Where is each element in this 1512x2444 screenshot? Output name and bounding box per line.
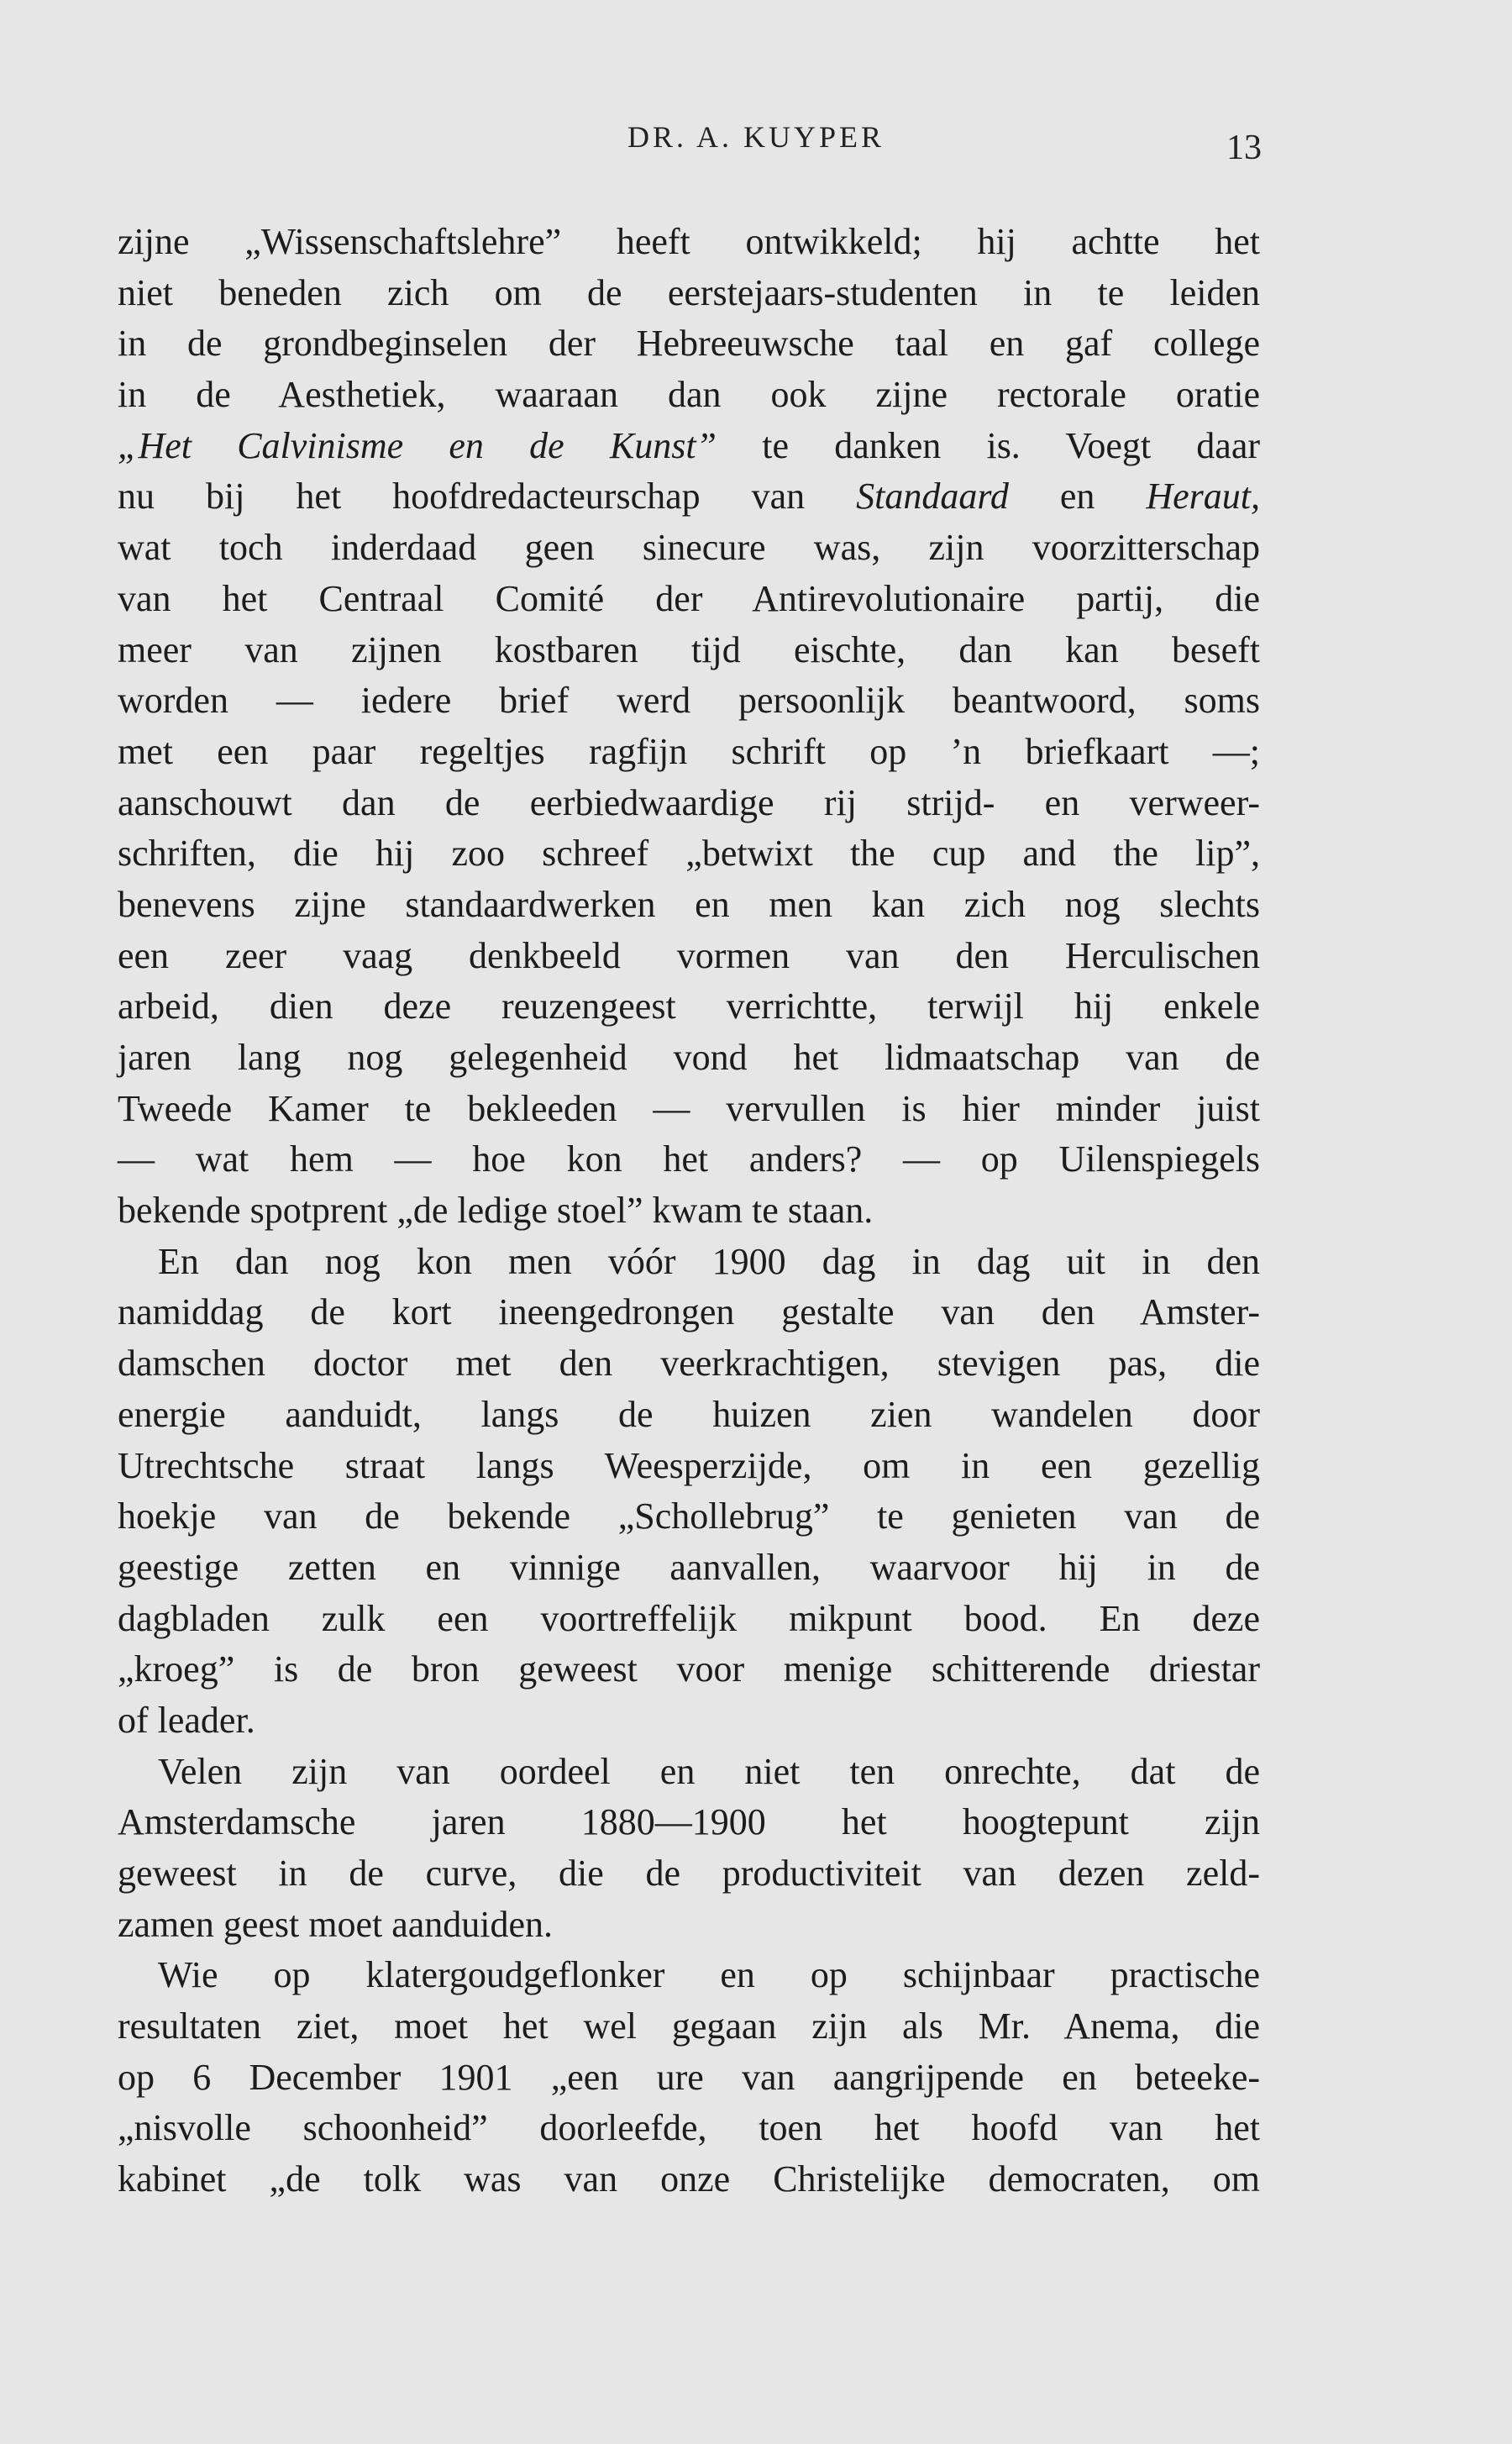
text-line: wat toch inderdaad geen sinecure was, zijn voorzitterschap [118,527,1260,569]
text-line: van het Centraal Comité der Antirevolutionaire partij, die [118,577,1260,619]
text-line: — wat hem — hoe kon het anders? — op Uilenspiegels [118,1138,1260,1180]
text-line: kabinet „de tolk was van onze Christelijke democraten, om [118,2158,1260,2200]
text-line: worden — iedere brief werd persoonlijk beantwoord, soms [118,680,1260,722]
text-line: bekende spotprent „de ledige stoel” kwam te staan. [118,1190,874,1232]
italic-title: Standaard [856,476,1009,518]
text-line: een zeer vaag denkbeeld vormen van den Herculischen [118,934,1260,976]
text-line: energie aanduidt, langs de huizen zien wandelen door [118,1393,1260,1435]
italic-title: „Het Calvinisme en de Kunst” [118,424,717,466]
paragraph [118,1950,1260,2205]
text-line: benevens zijne standaardwerken en men kan zich nog slechts [118,883,1260,925]
text-line: resultaten ziet, moet het wel gegaan zijn als Mr. Anema, die [118,2005,1260,2047]
text-line: damschen doctor met den veerkrachtigen, stevigen pas, die [118,1343,1260,1385]
paragraph [118,217,1260,1237]
text-line: met een paar regeltjes ragfijn schrift op ’n briefkaart —; [118,730,1260,772]
text-line: op 6 December 1901 „een ure van aangrijpende en beteeke- [118,2056,1260,2098]
text-line: nu bij het hoofdredacteurschap van Standaard en Heraut, [118,476,1260,518]
text-line: „nisvolle schoonheid” doorleefde, toen het hoofd van het [118,2107,1260,2149]
text-line: zamen geest moet aanduiden. [118,1903,554,1945]
text-line: Velen zijn van oordeel en niet ten onrechte, dat de [158,1750,1260,1792]
text-line: geweest in de curve, die de productiviteit van dezen zeld- [118,1853,1260,1894]
text-line: schriften, die hij zoo schreef „betwixt the cup and the lip”, [118,833,1260,875]
paragraph [118,1237,1260,1747]
paragraph [118,1747,1260,1951]
italic-title: Heraut, [1146,476,1260,518]
text-line: Tweede Kamer te bekleeden — vervullen is hier minder juist [118,1087,1260,1129]
page-number: 13 [1226,129,1262,167]
body-text [118,217,1260,2205]
text-line: „Het Calvinisme en de Kunst” te danken is. Voegt daar [118,424,1260,466]
text-line: arbeid, dien deze reuzengeest verrichtte, terwijl hij enkele [118,985,1260,1028]
text-line: Utrechtsche straat langs Weesperzijde, om in een gezellig [118,1444,1260,1486]
text-line: aanschouwt dan de eerbiedwaardige rij strijd- en verweer- [118,781,1260,823]
text-line: jaren lang nog gelegenheid vond het lidmaatschap van de [118,1037,1260,1078]
text-line: in de grondbeginselen der Hebreeuwsche taal en gaf college [118,323,1260,365]
text-line: of leader. [118,1699,255,1741]
running-head: DR. A. KUYPER [627,120,885,154]
text-line: namiddag de kort ineengedrongen gestalte van den Amster- [118,1291,1260,1333]
text-line: geestige zetten en vinnige aanvallen, waarvoor hij in de [118,1546,1260,1588]
text-line: „kroeg” is de bron geweest voor menige schitterende driestar [118,1648,1260,1690]
text-line: hoekje van de bekende „Schollebrug” te genieten van de [118,1495,1260,1537]
text-line: En dan nog kon men vóór 1900 dag in dag uit in den [158,1240,1260,1282]
text-line: Wie op klatergoudgeflonker en op schijnbaar practische [158,1954,1260,1996]
text-line: meer van zijnen kostbaren tijd eischte, dan kan beseft [118,628,1260,670]
text-line: dagbladen zulk een voortreffelijk mikpunt bood. En deze [118,1597,1260,1639]
text-line: zijne „Wissenschaftslehre” heeft ontwikkeld; hij achtte het [118,221,1260,262]
text-line: in de Aesthetiek, waaraan dan ook zijne rectorale oratie [118,374,1260,416]
text-line: Amsterdamsche jaren 1880—1900 het hoogtepunt zijn [118,1801,1260,1843]
text-line: niet beneden zich om de eerstejaars-studenten in te leiden [118,271,1260,313]
